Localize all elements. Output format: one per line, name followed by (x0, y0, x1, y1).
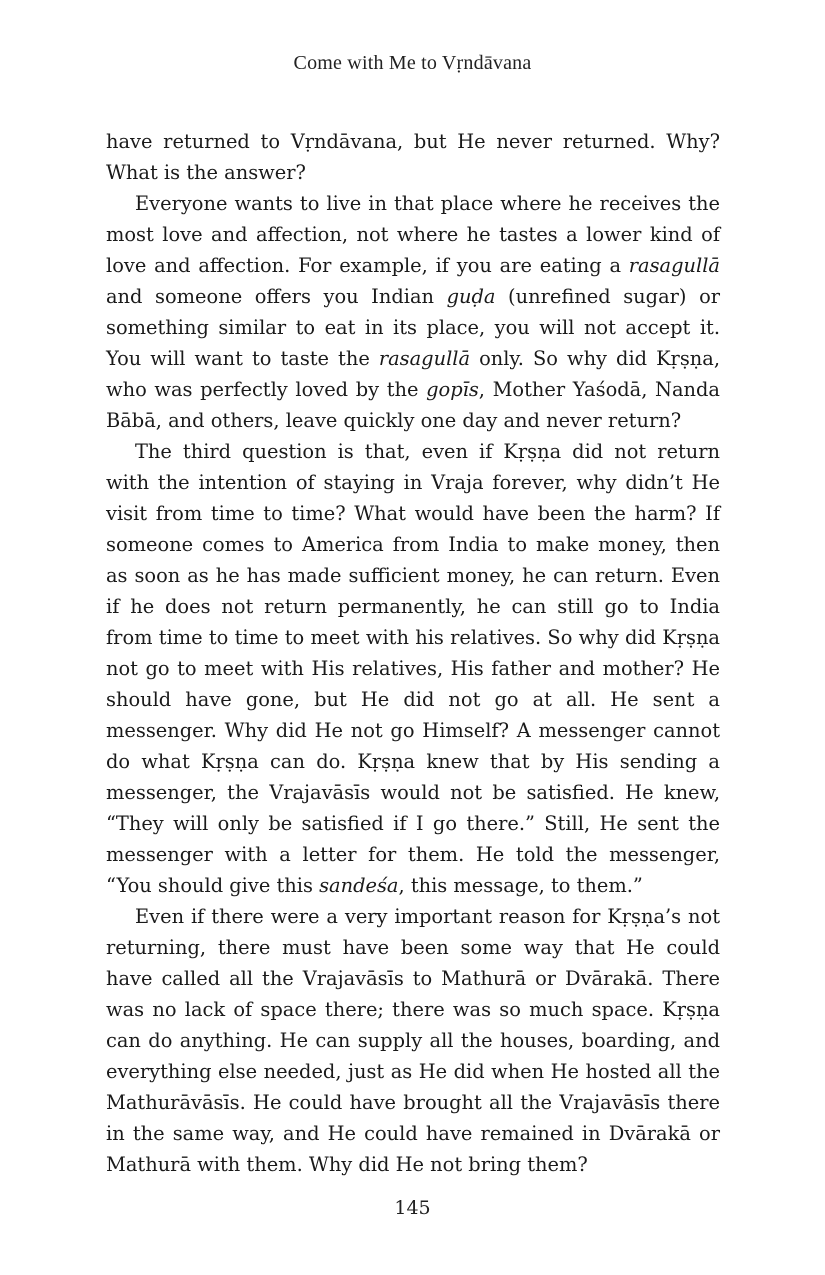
text-run: only. So why did Kṛṣṇa, who was perfectly loved by the (106, 347, 720, 401)
italic-term: rasagullā (628, 254, 720, 277)
text-run: (unrefined sugar) or something similar to eat in its place, you will not accept it. You will want to taste the (106, 285, 721, 370)
italic-term: guḍa (446, 285, 496, 308)
paragraph (106, 436, 720, 901)
paragraph-continuation (106, 126, 720, 188)
page-number: 145 (394, 1197, 431, 1219)
italic-term: sandeśa (319, 874, 399, 897)
text-run: , Mother Yaśodā, Nanda Bābā, and others, leave quickly one day and never return? (106, 378, 720, 432)
text-run: , this message, to them.” (398, 874, 643, 897)
text-run: have returned to Vṛndāvana, but He never returned. Why? What is the answer? (106, 130, 720, 184)
paragraph (106, 901, 720, 1180)
body-text (106, 126, 720, 1180)
paragraph (106, 188, 720, 436)
running-header: Come with Me to Vṛndāvana (293, 52, 532, 74)
italic-term: rasagullā (378, 347, 471, 370)
text-run: and someone offers you Indian (106, 285, 447, 308)
italic-term: gopīs (426, 378, 479, 401)
text-run: The third question is that, even if Kṛṣṇa did not return with the intention of staying in Vraja forever, why didn’t He visit from time to time? What would have been the harm? If someone comes to America from India to make money, then as soon as he has made sufficient money, he can return. Even if he does not return permanently, he can still go to India from time to time to meet with his relatives. So why did Kṛṣṇa not go to meet with His relatives, His father and mother? He should have gone, but He did not go at all. He sent a messenger. Why did He not go Himself? A messenger cannot do what Kṛṣṇa can do. Kṛṣṇa knew that by His sending a messenger, the Vrajavāsīs would not be satisfied. He knew, “They will only be satisfied if I go there.” Still, He sent the messenger with a letter for them. He told the messenger, “You should give this (106, 440, 720, 897)
text-run: Even if there were a very important reason for Kṛṣṇa’s not returning, there must have been some way that He could have called all the Vrajavāsīs to Mathurā or Dvārakā. There was no lack of space there; there was so much space. Kṛṣṇa can do anything. He can supply all the houses, boarding, and everything else needed, just as He did when He hosted all the Mathurāvāsīs. He could have brought all the Vrajavāsīs there in the same way, and He could have remained in Dvārakā or Mathurā with them. Why did He not bring them? (106, 905, 720, 1176)
text-run: Everyone wants to live in that place where he receives the most love and affection, not where he tastes a lower kind of love and affection. For example, if you are eating a (106, 192, 720, 277)
